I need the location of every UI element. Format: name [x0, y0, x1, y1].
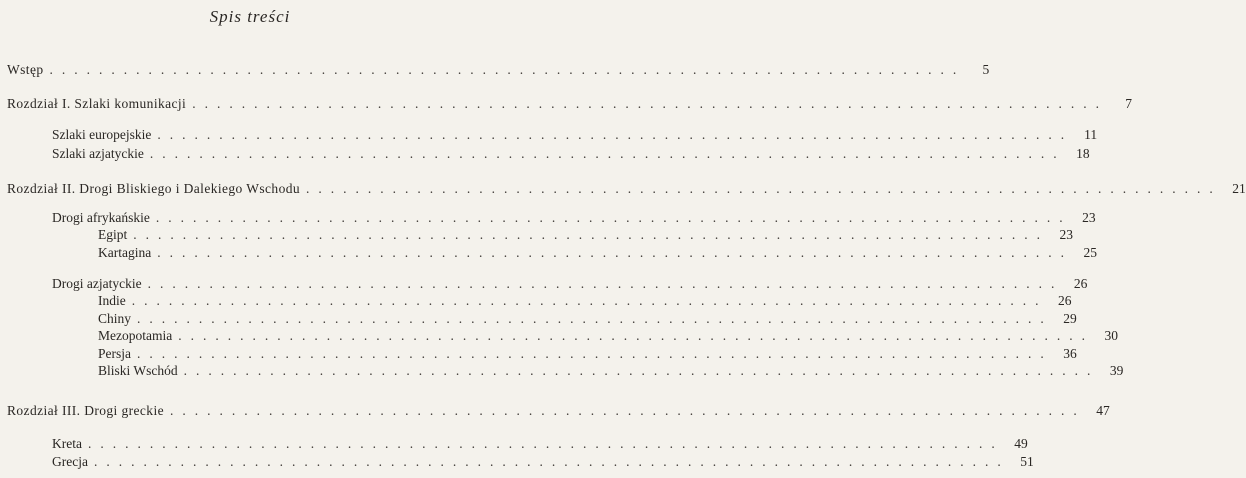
toc-entry-label: Bliski Wschód	[98, 363, 178, 378]
toc-entry-page: 51	[1020, 454, 1034, 469]
leader-dots: ..........................................................................	[131, 293, 1048, 308]
toc-entry-indie	[98, 293, 1072, 309]
toc-entry-egipt	[98, 227, 1073, 243]
leader-dots: ..........................................................................	[157, 127, 1074, 142]
leader-dots: ..........................................................................	[87, 436, 1004, 451]
toc-entry-page: 25	[1083, 245, 1097, 260]
toc-entry-label: Szlaki europejskie	[52, 127, 152, 142]
toc-entry-label: Rozdział I. Szlaki komunikacji	[7, 96, 187, 111]
leader-dots: ..........................................................................	[93, 454, 1010, 469]
toc-entry-chapter-1	[7, 96, 1132, 112]
toc-entry-label: Wstęp	[7, 62, 44, 77]
leader-dots: ..........................................................................	[149, 146, 1066, 161]
toc-entry-page: 7	[1125, 96, 1132, 111]
toc-entry-page: 21	[1232, 181, 1246, 196]
toc-entry-page: 26	[1058, 293, 1072, 308]
toc-entry-bliski-wschod	[98, 363, 1124, 379]
toc-entry-szlaki-europejskie	[52, 127, 1098, 143]
leader-dots: ..........................................................................	[49, 62, 966, 77]
leader-dots: ..........................................................................	[183, 363, 1100, 378]
toc-entry-drogi-azjatyckie	[52, 276, 1088, 292]
toc-entry-kartagina	[98, 245, 1097, 261]
toc-entry-page: 30	[1104, 328, 1118, 343]
toc-entry-drogi-afrykanskie	[52, 210, 1096, 226]
toc-entry-page: 49	[1014, 436, 1028, 451]
leader-dots: ..........................................................................	[147, 276, 1064, 291]
leader-dots: ..........................................................................	[157, 245, 1073, 260]
toc-entry-page: 26	[1073, 276, 1088, 291]
toc-entry-label: Rozdział III. Drogi greckie	[7, 403, 164, 418]
toc-entry-label: Szlaki azjatyckie	[52, 146, 144, 161]
toc-entry-szlaki-azjatyckie	[52, 146, 1090, 162]
leader-dots: ..........................................................................	[133, 227, 1049, 242]
toc-entry-label: Mezopotamia	[98, 328, 173, 343]
toc-entry-label: Drogi azjatyckie	[52, 276, 142, 291]
toc-entry-label: Kreta	[52, 436, 82, 451]
toc-entry-chapter-3	[7, 403, 1110, 419]
toc-entry-label: Indie	[98, 293, 126, 308]
toc-entry-chapter-2	[7, 181, 1246, 197]
toc-entry-label: Persja	[98, 346, 131, 361]
toc-entry-page: 47	[1096, 403, 1110, 418]
leader-dots: ..........................................................................	[170, 403, 1086, 418]
toc-entry-label: Grecja	[52, 454, 88, 469]
toc-entry-chiny	[98, 311, 1077, 327]
toc-entry-kreta	[52, 436, 1028, 452]
page-title: Spis treści	[209, 7, 291, 26]
leader-dots: ..........................................................................	[178, 328, 1094, 343]
toc-entry-label: Rozdział II. Drogi Bliskiego i Dalekiego Wschodu	[7, 181, 301, 196]
toc-entry-label: Kartagina	[98, 245, 152, 260]
leader-dots: ..........................................................................	[137, 346, 1053, 361]
toc-entry-label: Egipt	[98, 227, 128, 242]
toc-entry-page: 23	[1082, 210, 1096, 225]
toc-entry-label: Chiny	[98, 311, 132, 326]
leader-dots: ..........................................................................	[155, 210, 1072, 225]
toc-entry-page: 39	[1109, 363, 1124, 378]
leader-dots: ..........................................................................	[137, 311, 1053, 326]
toc-entry-page: 18	[1076, 146, 1090, 161]
toc-entry-page: 11	[1084, 127, 1098, 142]
toc-entry-persja	[98, 346, 1077, 362]
toc-entry-page: 23	[1059, 227, 1073, 242]
toc-entry-label: Drogi afrykańskie	[52, 210, 150, 225]
toc-entry-mezopotamia	[98, 328, 1118, 344]
toc-entry-grecja	[52, 454, 1034, 470]
toc-entry-page: 5	[982, 62, 990, 77]
toc-entry-wstep	[7, 62, 990, 78]
toc-entry-page: 36	[1063, 346, 1077, 361]
leader-dots: ..........................................................................	[192, 96, 1108, 111]
toc-entry-page: 29	[1063, 311, 1077, 326]
leader-dots: ..........................................................................	[306, 181, 1222, 196]
